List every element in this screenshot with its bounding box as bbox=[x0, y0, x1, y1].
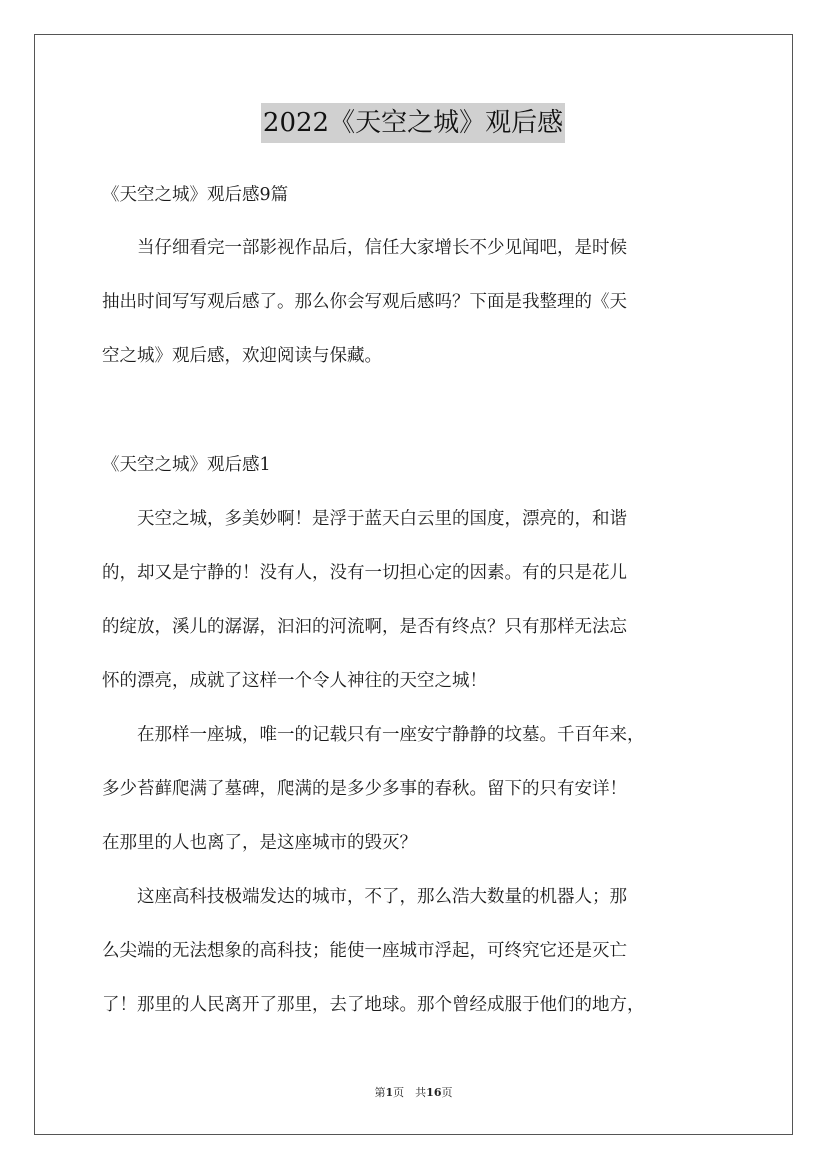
body-line: 多少苔藓爬满了墓碑，爬满的是多少多事的春秋。留下的只有安详！ bbox=[102, 779, 627, 799]
footer-page-current: 1 bbox=[385, 1086, 394, 1099]
body-line: 在那里的人也离了，是这座城市的毁灭？ bbox=[102, 833, 417, 853]
title-wrap bbox=[102, 103, 724, 143]
footer-mid: 页 共 bbox=[393, 1086, 427, 1099]
document-subtitle: 《天空之城》观后感9篇 bbox=[102, 185, 289, 205]
body-line: 么尖端的无法想象的高科技；能使一座城市浮起，可终究它还是灭亡 bbox=[102, 941, 627, 961]
intro-line: 抽出时间写写观后感了。那么你会写观后感吗？下面是我整理的《天 bbox=[102, 292, 627, 312]
intro-line: 当仔细看完一部影视作品后，信任大家增长不少见闻吧，是时候 bbox=[102, 238, 627, 258]
body-line: 的绽放，溪儿的潺潺，汩汩的河流啊，是否有终点？只有那样无法忘 bbox=[102, 617, 627, 637]
body-line: 天空之城，多美妙啊！是浮于蓝天白云里的国度，漂亮的，和谐 bbox=[102, 509, 627, 529]
section-heading: 《天空之城》观后感1 bbox=[102, 455, 271, 475]
body-line: 在那样一座城，唯一的记载只有一座安宁静静的坟墓。千百年来， bbox=[102, 725, 645, 745]
body-line: 怀的漂亮，成就了这样一个令人神往的天空之城！ bbox=[102, 671, 487, 691]
page-footer bbox=[0, 1084, 827, 1100]
body-line: 的，却又是宁静的！没有人，没有一切担心定的因素。有的只是花儿 bbox=[102, 563, 627, 583]
body-line: 了！那里的人民离开了那里，去了地球。那个曾经成服于他们的地方， bbox=[102, 995, 645, 1015]
footer-suffix: 页 bbox=[441, 1086, 453, 1099]
document-title: 2022《天空之城》观后感 bbox=[261, 103, 565, 143]
footer-prefix: 第 bbox=[374, 1086, 386, 1099]
footer-page-total: 16 bbox=[426, 1086, 442, 1099]
intro-line: 空之城》观后感，欢迎阅读与保藏。 bbox=[102, 346, 382, 366]
body-line: 这座高科技极端发达的城市，不了，那么浩大数量的机器人；那 bbox=[102, 887, 627, 907]
